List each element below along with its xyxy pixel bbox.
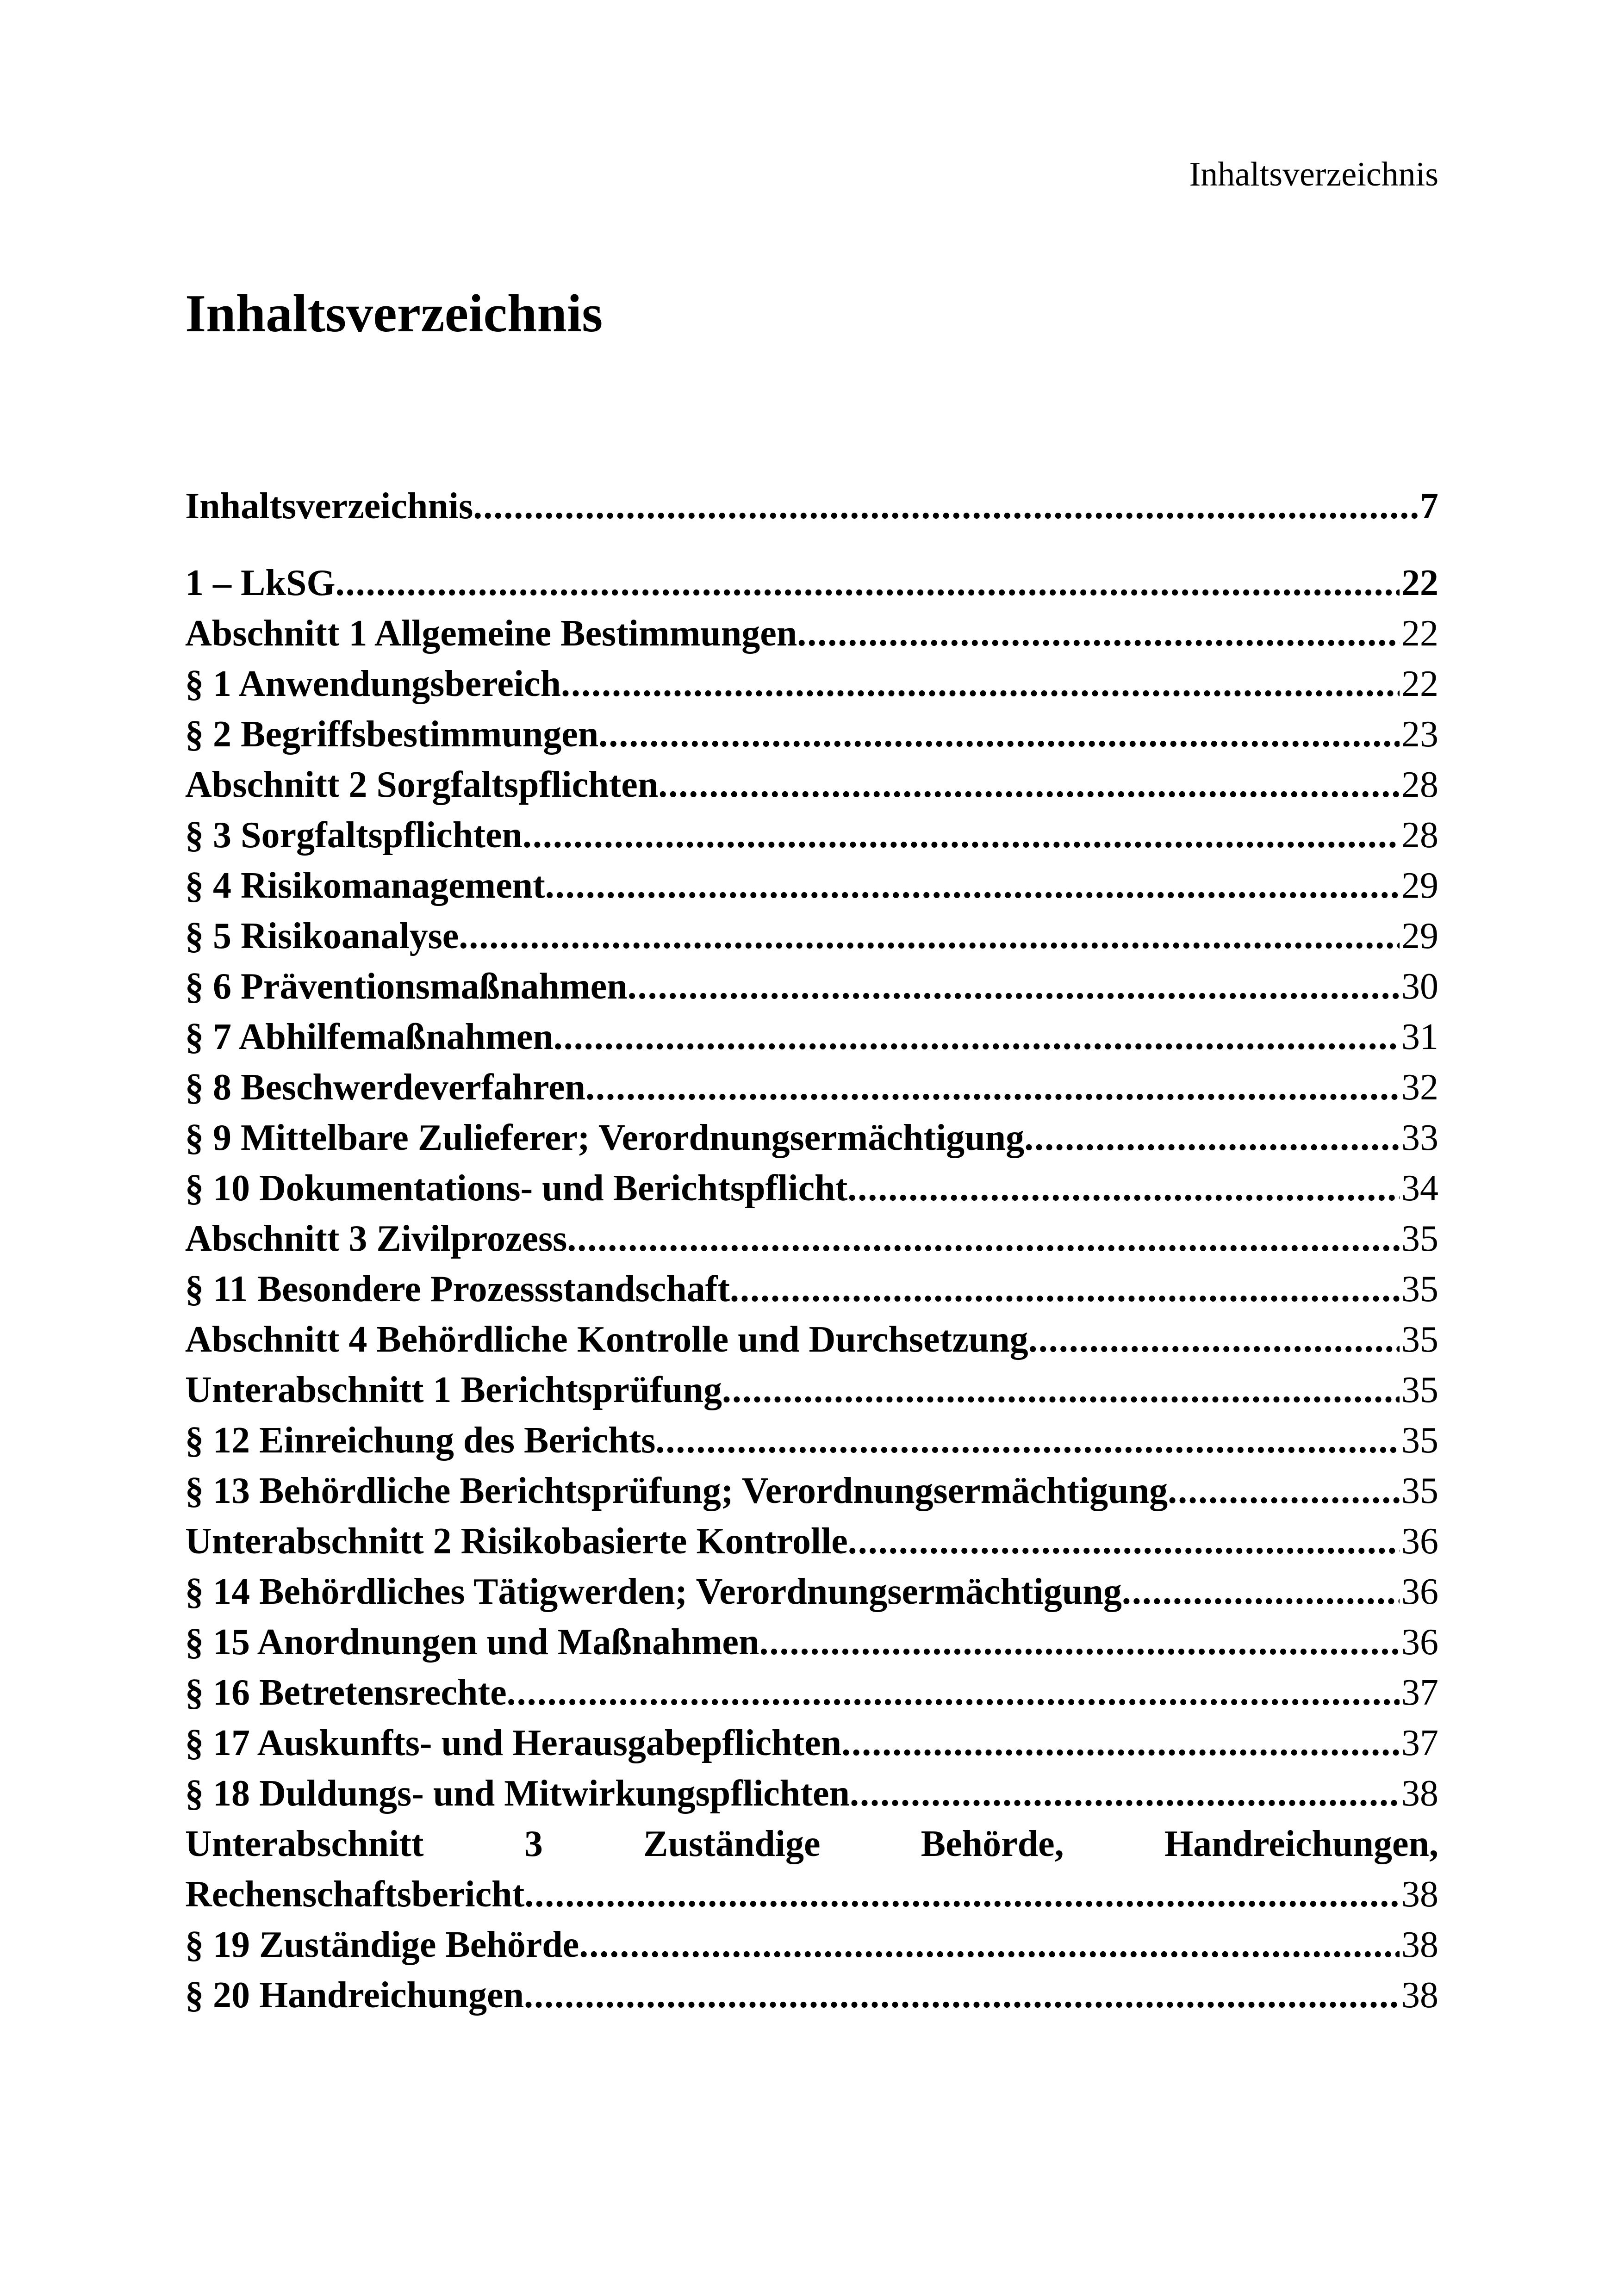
toc-entry-page: 35	[1401, 1420, 1438, 1461]
toc-entry[interactable]	[185, 1617, 1438, 1668]
page-title: Inhaltsverzeichnis	[185, 284, 603, 343]
toc-leader-dots	[1122, 1567, 1400, 1617]
toc-entry-title: Abschnitt 1 Allgemeine Bestimmungen	[185, 613, 797, 654]
toc-entry-page: 36	[1401, 1571, 1438, 1612]
toc-entry-page: 22	[1401, 563, 1438, 603]
toc-entry[interactable]	[185, 481, 1438, 532]
toc-entry[interactable]	[185, 659, 1438, 709]
toc-leader-dots	[658, 760, 1400, 810]
toc-entry-title: § 19 Zuständige Behörde	[185, 1924, 579, 1965]
toc-leader-dots	[797, 608, 1400, 659]
toc-entry[interactable]	[185, 1769, 1438, 1819]
toc-entry-title: Unterabschnitt 2 Risikobasierte Kontrolle	[185, 1521, 848, 1562]
toc-leader-dots	[841, 1718, 1400, 1769]
toc-entry-page: 28	[1401, 764, 1438, 805]
toc-entry-page: 31	[1401, 1017, 1438, 1057]
toc-leader-dots	[628, 962, 1400, 1012]
toc-entry-page: 22	[1401, 613, 1438, 654]
toc-entry-title: § 3 Sorgfaltspflichten	[185, 815, 523, 856]
toc-entry-page: 35	[1401, 1269, 1438, 1309]
toc-leader-dots	[524, 1970, 1400, 2021]
toc-leader-dots	[459, 911, 1400, 962]
toc-entry[interactable]	[185, 810, 1438, 861]
toc-entry-title: Abschnitt 3 Zivilprozess	[185, 1218, 567, 1259]
toc-entry-page: 37	[1401, 1723, 1438, 1763]
toc-entry-title: § 2 Begriffsbestimmungen	[185, 714, 599, 755]
toc-leader-dots	[848, 1516, 1400, 1567]
toc-entry[interactable]	[185, 962, 1438, 1012]
toc-entry-title-line1	[185, 1819, 1438, 1869]
toc-entry-title: § 17 Auskunfts- und Herausgabepflichten	[185, 1723, 842, 1763]
toc-leader-dots	[585, 1062, 1400, 1113]
toc-entry-page: 23	[1401, 714, 1438, 755]
toc-entry[interactable]	[185, 558, 1438, 608]
toc-entry-page: 28	[1401, 815, 1438, 856]
toc-leader-dots	[1024, 1113, 1400, 1163]
toc-entry[interactable]	[185, 760, 1438, 810]
toc-entry[interactable]	[185, 1516, 1438, 1567]
toc-word: Zuständige	[643, 1824, 821, 1864]
toc-entry-page: 29	[1401, 916, 1438, 956]
toc-leader-dots	[567, 1214, 1400, 1264]
toc-entry-page: 30	[1401, 966, 1438, 1007]
toc-leader-dots	[655, 1415, 1400, 1466]
toc-entry-page: 34	[1401, 1168, 1438, 1209]
toc-leader-dots	[545, 861, 1400, 911]
running-header: Inhaltsverzeichnis	[1189, 155, 1438, 193]
toc-entry-page: 38	[1401, 1975, 1438, 2016]
toc-leader-dots	[579, 1920, 1400, 1970]
toc-entry[interactable]	[185, 1819, 1438, 1920]
toc-entry-title: § 13 Behördliche Berichtsprüfung; Verordnungsermächtigung	[185, 1471, 1168, 1511]
toc-entry[interactable]	[185, 1365, 1438, 1415]
toc-entry[interactable]	[185, 1466, 1438, 1516]
toc-entry-title: Inhaltsverzeichnis	[185, 486, 473, 527]
toc-entry-title: Rechenschaftsbericht	[185, 1874, 525, 1915]
toc-entry[interactable]	[185, 1012, 1438, 1062]
toc-entry-title: § 5 Risikoanalyse	[185, 916, 459, 956]
toc-entry-title: § 1 Anwendungsbereich	[185, 664, 561, 704]
toc-entry[interactable]	[185, 1113, 1438, 1163]
toc-entry[interactable]	[185, 911, 1438, 962]
toc-entry-page: 36	[1401, 1521, 1438, 1562]
toc-leader-dots	[730, 1264, 1400, 1315]
toc-entry-title: § 8 Beschwerdeverfahren	[185, 1067, 585, 1108]
toc-entry-title: § 12 Einreichung des Berichts	[185, 1420, 656, 1461]
toc-entry-page: 38	[1401, 1924, 1438, 1965]
toc-entry[interactable]	[185, 1062, 1438, 1113]
toc-entry-title: § 9 Mittelbare Zulieferer; Verordnungsermächtigung	[185, 1117, 1025, 1158]
toc-word: Behörde,	[921, 1824, 1064, 1864]
toc-leader-dots	[598, 709, 1400, 760]
toc-leader-dots	[759, 1617, 1400, 1668]
toc-entry[interactable]	[185, 1214, 1438, 1264]
toc-leader-dots	[507, 1668, 1400, 1718]
toc-leader-dots	[722, 1365, 1400, 1415]
toc-leader-dots	[473, 481, 1418, 532]
toc-entry[interactable]	[185, 608, 1438, 659]
toc-word: 3	[524, 1824, 543, 1864]
toc-leader-dots	[554, 1012, 1400, 1062]
toc-entry-page: 38	[1401, 1773, 1438, 1814]
toc-leader-dots	[524, 1869, 1400, 1920]
toc-entry-title: § 6 Präventionsmaßnahmen	[185, 966, 628, 1007]
toc-entry-title: § 10 Dokumentations- und Berichtspflicht	[185, 1168, 848, 1209]
toc-entry-page: 35	[1401, 1370, 1438, 1410]
toc-entry-page: 22	[1401, 664, 1438, 704]
toc-entry-title: Abschnitt 4 Behördliche Kontrolle und Durchsetzung	[185, 1319, 1028, 1360]
toc-entry[interactable]	[185, 1970, 1438, 2021]
toc-leader-dots	[336, 558, 1400, 608]
toc-leader-dots	[561, 659, 1400, 709]
toc-entry-page: 32	[1401, 1067, 1438, 1108]
table-of-contents	[185, 481, 1438, 2021]
toc-entry-title: § 18 Duldungs- und Mitwirkungspflichten	[185, 1773, 850, 1814]
toc-word: Handreichungen,	[1164, 1824, 1438, 1864]
toc-entry[interactable]	[185, 1264, 1438, 1315]
toc-entry-title: § 14 Behördliches Tätigwerden; Verordnungsermächtigung	[185, 1571, 1122, 1612]
toc-entry[interactable]	[185, 1163, 1438, 1214]
toc-entry-page: 7	[1420, 486, 1438, 527]
toc-entry[interactable]	[185, 1718, 1438, 1769]
toc-entry-title: § 11 Besondere Prozessstandschaft	[185, 1269, 730, 1309]
toc-entry[interactable]	[185, 709, 1438, 760]
toc-entry[interactable]	[185, 1415, 1438, 1466]
toc-entry[interactable]	[185, 1315, 1438, 1365]
toc-entry-title: 1 – LkSG	[185, 563, 336, 603]
toc-entry[interactable]	[185, 1668, 1438, 1718]
toc-entry-title: § 20 Handreichungen	[185, 1975, 524, 2016]
toc-entry-title: Unterabschnitt 1 Berichtsprüfung	[185, 1370, 722, 1410]
toc-leader-dots	[850, 1769, 1400, 1819]
toc-entry[interactable]	[185, 861, 1438, 911]
toc-leader-dots	[1028, 1315, 1400, 1365]
toc-entry[interactable]	[185, 1920, 1438, 1970]
toc-entry-page: 35	[1401, 1471, 1438, 1511]
toc-entry-title: § 16 Betretensrechte	[185, 1672, 507, 1713]
toc-entry-page: 38	[1401, 1874, 1438, 1915]
toc-entry-page: 35	[1401, 1218, 1438, 1259]
toc-leader-dots	[523, 810, 1400, 861]
toc-entry-title: § 7 Abhilfemaßnahmen	[185, 1017, 554, 1057]
toc-entry-page: 29	[1401, 865, 1438, 906]
toc-entry-page: 37	[1401, 1672, 1438, 1713]
toc-leader-dots	[1168, 1466, 1400, 1516]
toc-entry-page: 35	[1401, 1319, 1438, 1360]
toc-entry-title: Abschnitt 2 Sorgfaltspflichten	[185, 764, 659, 805]
toc-entry-title: § 15 Anordnungen und Maßnahmen	[185, 1622, 759, 1663]
toc-word: Unterabschnitt	[185, 1824, 424, 1864]
toc-leader-dots	[847, 1163, 1400, 1214]
toc-entry-title: § 4 Risikomanagement	[185, 865, 545, 906]
toc-entry-page: 36	[1401, 1622, 1438, 1663]
toc-entry[interactable]	[185, 1567, 1438, 1617]
toc-entry-page: 33	[1401, 1117, 1438, 1158]
